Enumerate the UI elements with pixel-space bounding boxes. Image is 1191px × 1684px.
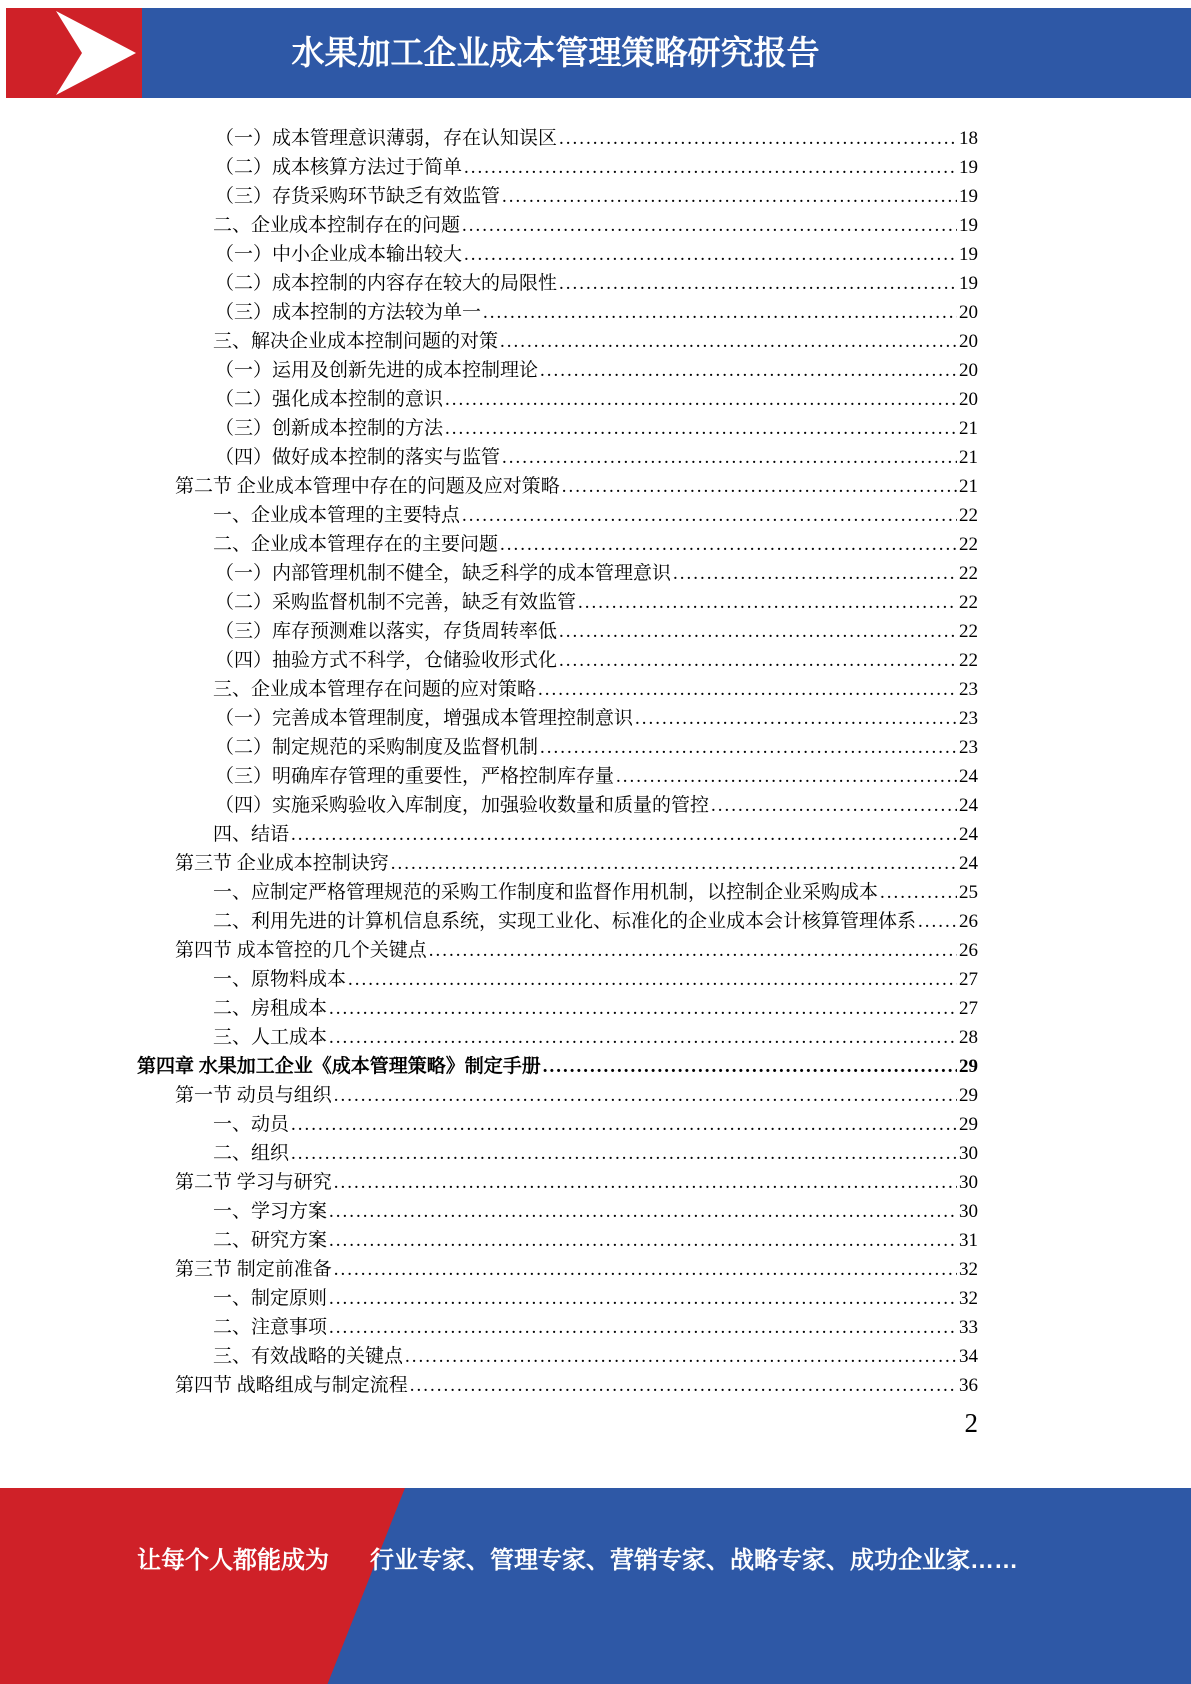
- toc-entry-text: （二）成本控制的内容存在较大的局限性: [215, 273, 558, 294]
- toc-leader-dots: [502, 443, 957, 472]
- toc-entry[interactable]: [137, 559, 978, 588]
- toc-entry-text: （一）中小企业成本输出较大: [215, 244, 463, 265]
- toc-entry-text: 一、应制定严格管理规范的采购工作制度和监督作用机制，以控制企业采购成本: [213, 882, 879, 903]
- toc-entry-text: 二、企业成本控制存在的问题: [213, 215, 461, 236]
- toc-entry[interactable]: [137, 1110, 978, 1139]
- toc-entry-text: 三、解决企业成本控制问题的对策: [213, 331, 499, 352]
- toc-entry[interactable]: [137, 269, 978, 298]
- toc-entry[interactable]: [137, 153, 978, 182]
- toc-entry-text: 三、人工成本: [213, 1027, 328, 1048]
- toc-entry-page: 32: [959, 1259, 978, 1280]
- toc-entry[interactable]: [137, 1255, 978, 1284]
- toc-entry-page: 23: [959, 679, 978, 700]
- toc-entry[interactable]: [137, 530, 978, 559]
- toc-entry-page: 20: [959, 389, 978, 410]
- toc-entry-page: 24: [959, 795, 978, 816]
- toc-leader-dots: [502, 182, 957, 211]
- toc-leader-dots: [559, 646, 957, 675]
- toc-entry-page: 20: [959, 360, 978, 381]
- toc-leader-dots: [334, 1255, 957, 1284]
- toc-entry-text: （二）成本核算方法过于简单: [215, 157, 463, 178]
- toc-entry[interactable]: [137, 443, 978, 472]
- toc-entry[interactable]: [137, 1342, 978, 1371]
- toc-entry-page: 31: [959, 1230, 978, 1251]
- toc-leader-dots: [329, 994, 957, 1023]
- toc-entry-text: 一、原物料成本: [213, 969, 347, 990]
- toc-entry-text: 二、利用先进的计算机信息系统，实现工业化、标准化的企业成本会计核算管理体系: [213, 911, 917, 932]
- report-title: 水果加工企业成本管理策略研究报告: [291, 34, 820, 71]
- toc-entry[interactable]: [137, 1371, 978, 1400]
- toc-leader-dots: [464, 240, 957, 269]
- toc-entry-page: 22: [959, 592, 978, 613]
- toc-leader-dots: [540, 733, 957, 762]
- toc-entry-page: 32: [959, 1288, 978, 1309]
- toc-entry-page: 33: [959, 1317, 978, 1338]
- toc-entry[interactable]: [137, 1226, 978, 1255]
- toc-entry[interactable]: [137, 356, 978, 385]
- toc-entry-page: 19: [959, 273, 978, 294]
- toc-leader-dots: [500, 327, 957, 356]
- toc-entry[interactable]: [137, 124, 978, 153]
- report-header: [6, 8, 1191, 98]
- toc-entry-page: 30: [959, 1172, 978, 1193]
- toc-leader-dots: [329, 1284, 957, 1313]
- toc-entry-text: （二）采购监督机制不完善，缺乏有效监管: [215, 592, 577, 613]
- toc-entry[interactable]: [137, 965, 978, 994]
- toc-entry-text: （一）运用及创新先进的成本控制理论: [215, 360, 539, 381]
- toc-entry-page: 22: [959, 505, 978, 526]
- toc-entry[interactable]: [137, 472, 978, 501]
- toc-entry-text: （二）制定规范的采购制度及监督机制: [215, 737, 539, 758]
- toc-entry-text: 第四节 战略组成与制定流程: [175, 1375, 408, 1396]
- toc-entry[interactable]: [137, 327, 978, 356]
- toc-leader-dots: [334, 1168, 957, 1197]
- toc-entry[interactable]: [137, 1284, 978, 1313]
- toc-entry[interactable]: [137, 414, 978, 443]
- toc-entry[interactable]: [137, 298, 978, 327]
- toc-entry-page: 36: [959, 1375, 978, 1396]
- toc-entry[interactable]: [137, 878, 978, 907]
- toc-entry-page: 20: [959, 331, 978, 352]
- toc-entry-text: （四）做好成本控制的落实与监管: [215, 447, 501, 468]
- toc-entry[interactable]: [137, 1052, 978, 1081]
- toc-leader-dots: [329, 1313, 957, 1342]
- toc-entry-text: 四、结语: [213, 824, 290, 845]
- toc-entry[interactable]: [137, 1023, 978, 1052]
- toc-leader-dots: [673, 559, 957, 588]
- toc-entry-page: 19: [959, 186, 978, 207]
- toc-entry-page: 20: [959, 302, 978, 323]
- toc-entry-page: 26: [959, 911, 978, 932]
- toc-entry-page: 28: [959, 1027, 978, 1048]
- toc-leader-dots: [543, 1052, 957, 1081]
- toc-entry-text: （一）成本管理意识薄弱，存在认知误区: [215, 128, 558, 149]
- toc-leader-dots: [329, 1226, 957, 1255]
- toc-entry-page: 24: [959, 824, 978, 845]
- toc-leader-dots: [429, 936, 957, 965]
- toc-entry[interactable]: [137, 1168, 978, 1197]
- toc-entry-page: 24: [959, 766, 978, 787]
- toc-leader-dots: [635, 704, 957, 733]
- toc-entry-text: （三）库存预测难以落实，存货周转率低: [215, 621, 558, 642]
- toc-leader-dots: [562, 472, 957, 501]
- toc-leader-dots: [559, 617, 957, 646]
- footer-slogan-right: 行业专家、管理专家、营销专家、战略专家、成功企业家……: [370, 1547, 1018, 1574]
- toc-entry[interactable]: [137, 675, 978, 704]
- toc-entry-page: 19: [959, 244, 978, 265]
- toc-entry-page: 27: [959, 998, 978, 1019]
- toc-entry[interactable]: [137, 588, 978, 617]
- toc-entry-page: 19: [959, 157, 978, 178]
- table-of-contents: [137, 124, 978, 1400]
- toc-entry-text: 第一节 动员与组织: [175, 1085, 332, 1106]
- toc-entry-page: 29: [959, 1114, 978, 1135]
- toc-entry-page: 25: [959, 882, 978, 903]
- toc-entry-page: 29: [959, 1085, 978, 1106]
- toc-leader-dots: [334, 1081, 957, 1110]
- toc-entry-text: 第二节 企业成本管理中存在的问题及应对策略: [175, 476, 560, 497]
- toc-entry-page: 19: [959, 215, 978, 236]
- toc-entry-text: 二、研究方案: [213, 1230, 328, 1251]
- toc-entry[interactable]: [137, 501, 978, 530]
- toc-entry-text: 三、企业成本管理存在问题的应对策略: [213, 679, 537, 700]
- toc-leader-dots: [880, 878, 957, 907]
- toc-entry-page: 24: [959, 853, 978, 874]
- toc-entry-text: （一）完善成本管理制度，增强成本管理控制意识: [215, 708, 634, 729]
- toc-entry-text: 三、有效战略的关键点: [213, 1346, 404, 1367]
- toc-entry[interactable]: [137, 1081, 978, 1110]
- toc-leader-dots: [559, 124, 957, 153]
- toc-entry-page: 22: [959, 650, 978, 671]
- toc-entry-text: 二、房租成本: [213, 998, 328, 1019]
- toc-leader-dots: [445, 385, 957, 414]
- toc-entry[interactable]: [137, 1197, 978, 1226]
- toc-leader-dots: [291, 1139, 957, 1168]
- toc-entry[interactable]: [137, 936, 978, 965]
- footer-slogan-left: 让每个人都能成为: [137, 1547, 329, 1574]
- toc-leader-dots: [711, 791, 957, 820]
- toc-entry-page: 23: [959, 708, 978, 729]
- toc-entry-text: 第二节 学习与研究: [175, 1172, 332, 1193]
- toc-entry-page: 27: [959, 969, 978, 990]
- toc-entry-text: （三）创新成本控制的方法: [215, 418, 444, 439]
- toc-entry[interactable]: [137, 762, 978, 791]
- toc-entry[interactable]: [137, 182, 978, 211]
- toc-leader-dots: [348, 965, 957, 994]
- toc-leader-dots: [410, 1371, 957, 1400]
- toc-leader-dots: [405, 1342, 957, 1371]
- toc-leader-dots: [500, 530, 957, 559]
- toc-entry-page: 29: [959, 1056, 978, 1077]
- toc-entry-text: 第三节 企业成本控制诀窍: [175, 853, 389, 874]
- toc-entry-text: （四）实施采购验收入库制度，加强验收数量和质量的管控: [215, 795, 710, 816]
- toc-leader-dots: [918, 907, 957, 936]
- toc-entry[interactable]: [137, 240, 978, 269]
- toc-entry-page: 26: [959, 940, 978, 961]
- toc-entry-page: 21: [959, 447, 978, 468]
- toc-entry-text: 一、动员: [213, 1114, 290, 1135]
- toc-entry-page: 21: [959, 476, 978, 497]
- toc-entry[interactable]: [137, 617, 978, 646]
- toc-entry[interactable]: [137, 1139, 978, 1168]
- toc-entry[interactable]: [137, 704, 978, 733]
- toc-entry-text: 一、企业成本管理的主要特点: [213, 505, 461, 526]
- toc-entry-page: 22: [959, 621, 978, 642]
- toc-entry-page: 21: [959, 418, 978, 439]
- toc-entry-text: （一）内部管理机制不健全，缺乏科学的成本管理意识: [215, 563, 672, 584]
- toc-leader-dots: [462, 501, 957, 530]
- toc-leader-dots: [540, 356, 957, 385]
- toc-entry-text: （二）强化成本控制的意识: [215, 389, 444, 410]
- toc-entry-page: 22: [959, 563, 978, 584]
- toc-leader-dots: [329, 1023, 957, 1052]
- toc-entry-text: 二、企业成本管理存在的主要问题: [213, 534, 499, 555]
- toc-leader-dots: [445, 414, 957, 443]
- toc-leader-dots: [483, 298, 957, 327]
- toc-leader-dots: [329, 1197, 957, 1226]
- toc-entry-page: 18: [959, 128, 978, 149]
- toc-entry-page: 30: [959, 1143, 978, 1164]
- toc-entry[interactable]: [137, 1313, 978, 1342]
- toc-entry-text: 二、组织: [213, 1143, 290, 1164]
- toc-entry-text: 一、学习方案: [213, 1201, 328, 1222]
- toc-entry[interactable]: [137, 820, 978, 849]
- toc-entry-text: 第四节 成本管控的几个关键点: [175, 940, 427, 961]
- toc-entry[interactable]: [137, 385, 978, 414]
- toc-leader-dots: [559, 269, 957, 298]
- toc-entry-page: 23: [959, 737, 978, 758]
- toc-entry-text: 第四章 水果加工企业《成本管理策略》制定手册: [137, 1056, 541, 1077]
- footer-red-band: [0, 1488, 1191, 1684]
- toc-entry-text: 一、制定原则: [213, 1288, 328, 1309]
- toc-entry[interactable]: [137, 211, 978, 240]
- toc-leader-dots: [616, 762, 957, 791]
- toc-entry-page: 34: [959, 1346, 978, 1367]
- toc-entry-page: 30: [959, 1201, 978, 1222]
- toc-entry[interactable]: [137, 791, 978, 820]
- toc-entry[interactable]: [137, 646, 978, 675]
- toc-leader-dots: [291, 820, 957, 849]
- toc-entry-page: 22: [959, 534, 978, 555]
- page-footer: [0, 1488, 1191, 1684]
- toc-entry-text: （三）成本控制的方法较为单一: [215, 302, 482, 323]
- toc-leader-dots: [462, 211, 957, 240]
- toc-entry-text: 第三节 制定前准备: [175, 1259, 332, 1280]
- page-number: 2: [964, 1408, 978, 1438]
- toc-entry-text: 二、注意事项: [213, 1317, 328, 1338]
- toc-entry[interactable]: [137, 733, 978, 762]
- toc-entry-text: （三）存货采购环节缺乏有效监管: [215, 186, 501, 207]
- toc-leader-dots: [538, 675, 957, 704]
- toc-leader-dots: [291, 1110, 957, 1139]
- toc-entry[interactable]: [137, 849, 978, 878]
- toc-entry[interactable]: [137, 907, 978, 936]
- toc-entry-text: （四）抽验方式不科学，仓储验收形式化: [215, 650, 558, 671]
- toc-entry-text: （三）明确库存管理的重要性，严格控制库存量: [215, 766, 615, 787]
- toc-entry[interactable]: [137, 994, 978, 1023]
- toc-leader-dots: [391, 849, 957, 878]
- toc-leader-dots: [464, 153, 957, 182]
- toc-leader-dots: [578, 588, 957, 617]
